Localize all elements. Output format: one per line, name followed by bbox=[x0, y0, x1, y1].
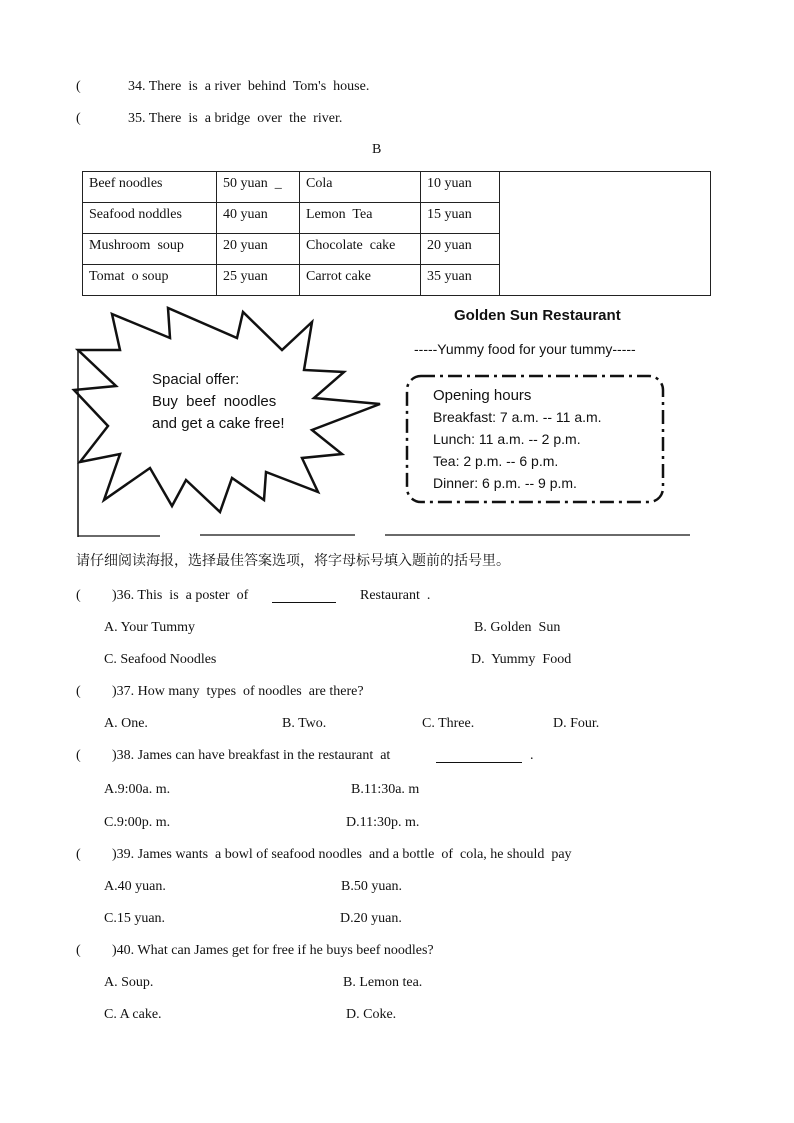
menu-item: Tomat o soup bbox=[83, 265, 217, 296]
question-35-paren: ( bbox=[76, 111, 81, 126]
option[interactable]: A. Your Tummy bbox=[104, 620, 196, 635]
option[interactable]: C. Three. bbox=[422, 716, 475, 731]
menu-price: 35 yuan bbox=[421, 265, 500, 296]
question-39-paren: ( bbox=[76, 847, 81, 862]
option[interactable]: A.9:00a. m. bbox=[104, 782, 171, 797]
question-40-stem: )40. What can James get for free if he buys beef noodles? bbox=[112, 943, 434, 958]
option[interactable]: D.11:30p. m. bbox=[346, 815, 420, 830]
question-36-paren: ( bbox=[76, 588, 81, 603]
hours-line: Lunch: 11 a.m. -- 2 p.m. bbox=[433, 431, 581, 447]
option[interactable]: A. Soup. bbox=[104, 975, 154, 990]
option[interactable]: A.40 yuan. bbox=[104, 879, 166, 894]
question-38-stem: )38. James can have breakfast in the restaurant at bbox=[112, 748, 391, 763]
menu-item: Seafood noddles bbox=[83, 203, 217, 234]
menu-item: Beef noodles bbox=[83, 172, 217, 203]
answer-blank[interactable] bbox=[436, 762, 522, 763]
option[interactable]: B. Lemon tea. bbox=[343, 975, 423, 990]
menu-price: 20 yuan bbox=[421, 234, 500, 265]
question-40-paren: ( bbox=[76, 943, 81, 958]
option[interactable]: A. One. bbox=[104, 716, 148, 731]
question-36-stem: )36. This is a poster of bbox=[112, 588, 249, 603]
option[interactable]: D.20 yuan. bbox=[340, 911, 402, 926]
menu-price: 25 yuan bbox=[217, 265, 300, 296]
question-37-stem: )37. How many types of noodles are there? bbox=[112, 684, 364, 699]
option[interactable]: C. A cake. bbox=[104, 1007, 162, 1022]
option[interactable]: B. Golden Sun bbox=[474, 620, 561, 635]
option[interactable]: B.11:30a. m bbox=[351, 782, 420, 797]
option[interactable]: C.9:00p. m. bbox=[104, 815, 171, 830]
option[interactable]: B.50 yuan. bbox=[341, 879, 403, 894]
option[interactable]: B. Two. bbox=[282, 716, 327, 731]
option[interactable]: D. Four. bbox=[553, 716, 600, 731]
restaurant-slogan: -----Yummy food for your tummy----- bbox=[414, 341, 636, 357]
offer-line: Spacial offer: bbox=[152, 371, 240, 388]
option[interactable]: C.15 yuan. bbox=[104, 911, 166, 926]
menu-price: 15 yuan bbox=[421, 203, 500, 234]
hours-line: Dinner: 6 p.m. -- 9 p.m. bbox=[433, 475, 577, 491]
menu-price: 50 yuan _ bbox=[217, 172, 300, 203]
option[interactable]: C. Seafood Noodles bbox=[104, 652, 217, 667]
instruction-text: 请仔细阅读海报，选择最佳答案选项，将字母标号填入题前的括号里。 bbox=[76, 552, 510, 568]
question-38-paren: ( bbox=[76, 748, 81, 763]
question-39-stem: )39. James wants a bowl of seafood noodles and a bottle of cola, he should pay bbox=[112, 847, 572, 862]
question-35-text: 35. There is a bridge over the river. bbox=[128, 111, 343, 126]
menu-item: Mushroom soup bbox=[83, 234, 217, 265]
offer-line: and get a cake free! bbox=[152, 415, 285, 432]
hours-line: Breakfast: 7 a.m. -- 11 a.m. bbox=[433, 409, 602, 425]
section-label: B bbox=[372, 142, 382, 157]
answer-blank[interactable] bbox=[272, 602, 336, 603]
menu-item: Lemon Tea bbox=[300, 203, 421, 234]
question-34-paren: ( bbox=[76, 79, 81, 94]
option[interactable]: D. Coke. bbox=[346, 1007, 397, 1022]
menu-price: 10 yuan bbox=[421, 172, 500, 203]
question-36-stem-end: Restaurant . bbox=[360, 588, 431, 603]
menu-item: Cola bbox=[300, 172, 421, 203]
menu-item: Chocolate cake bbox=[300, 234, 421, 265]
opening-hours-title: Opening hours bbox=[433, 387, 532, 404]
restaurant-name: Golden Sun Restaurant bbox=[454, 307, 621, 324]
starburst-shape bbox=[74, 308, 380, 512]
menu-price: 20 yuan bbox=[217, 234, 300, 265]
option[interactable]: D. Yummy Food bbox=[471, 652, 572, 667]
question-38-stem-end: . bbox=[530, 748, 534, 763]
offer-line: Buy beef noodles bbox=[152, 393, 277, 410]
menu-price: 40 yuan bbox=[217, 203, 300, 234]
question-34-text: 34. There is a river behind Tom's house. bbox=[128, 79, 370, 94]
question-37-paren: ( bbox=[76, 684, 81, 699]
hours-line: Tea: 2 p.m. -- 6 p.m. bbox=[433, 453, 559, 469]
menu-item: Carrot cake bbox=[300, 265, 421, 296]
